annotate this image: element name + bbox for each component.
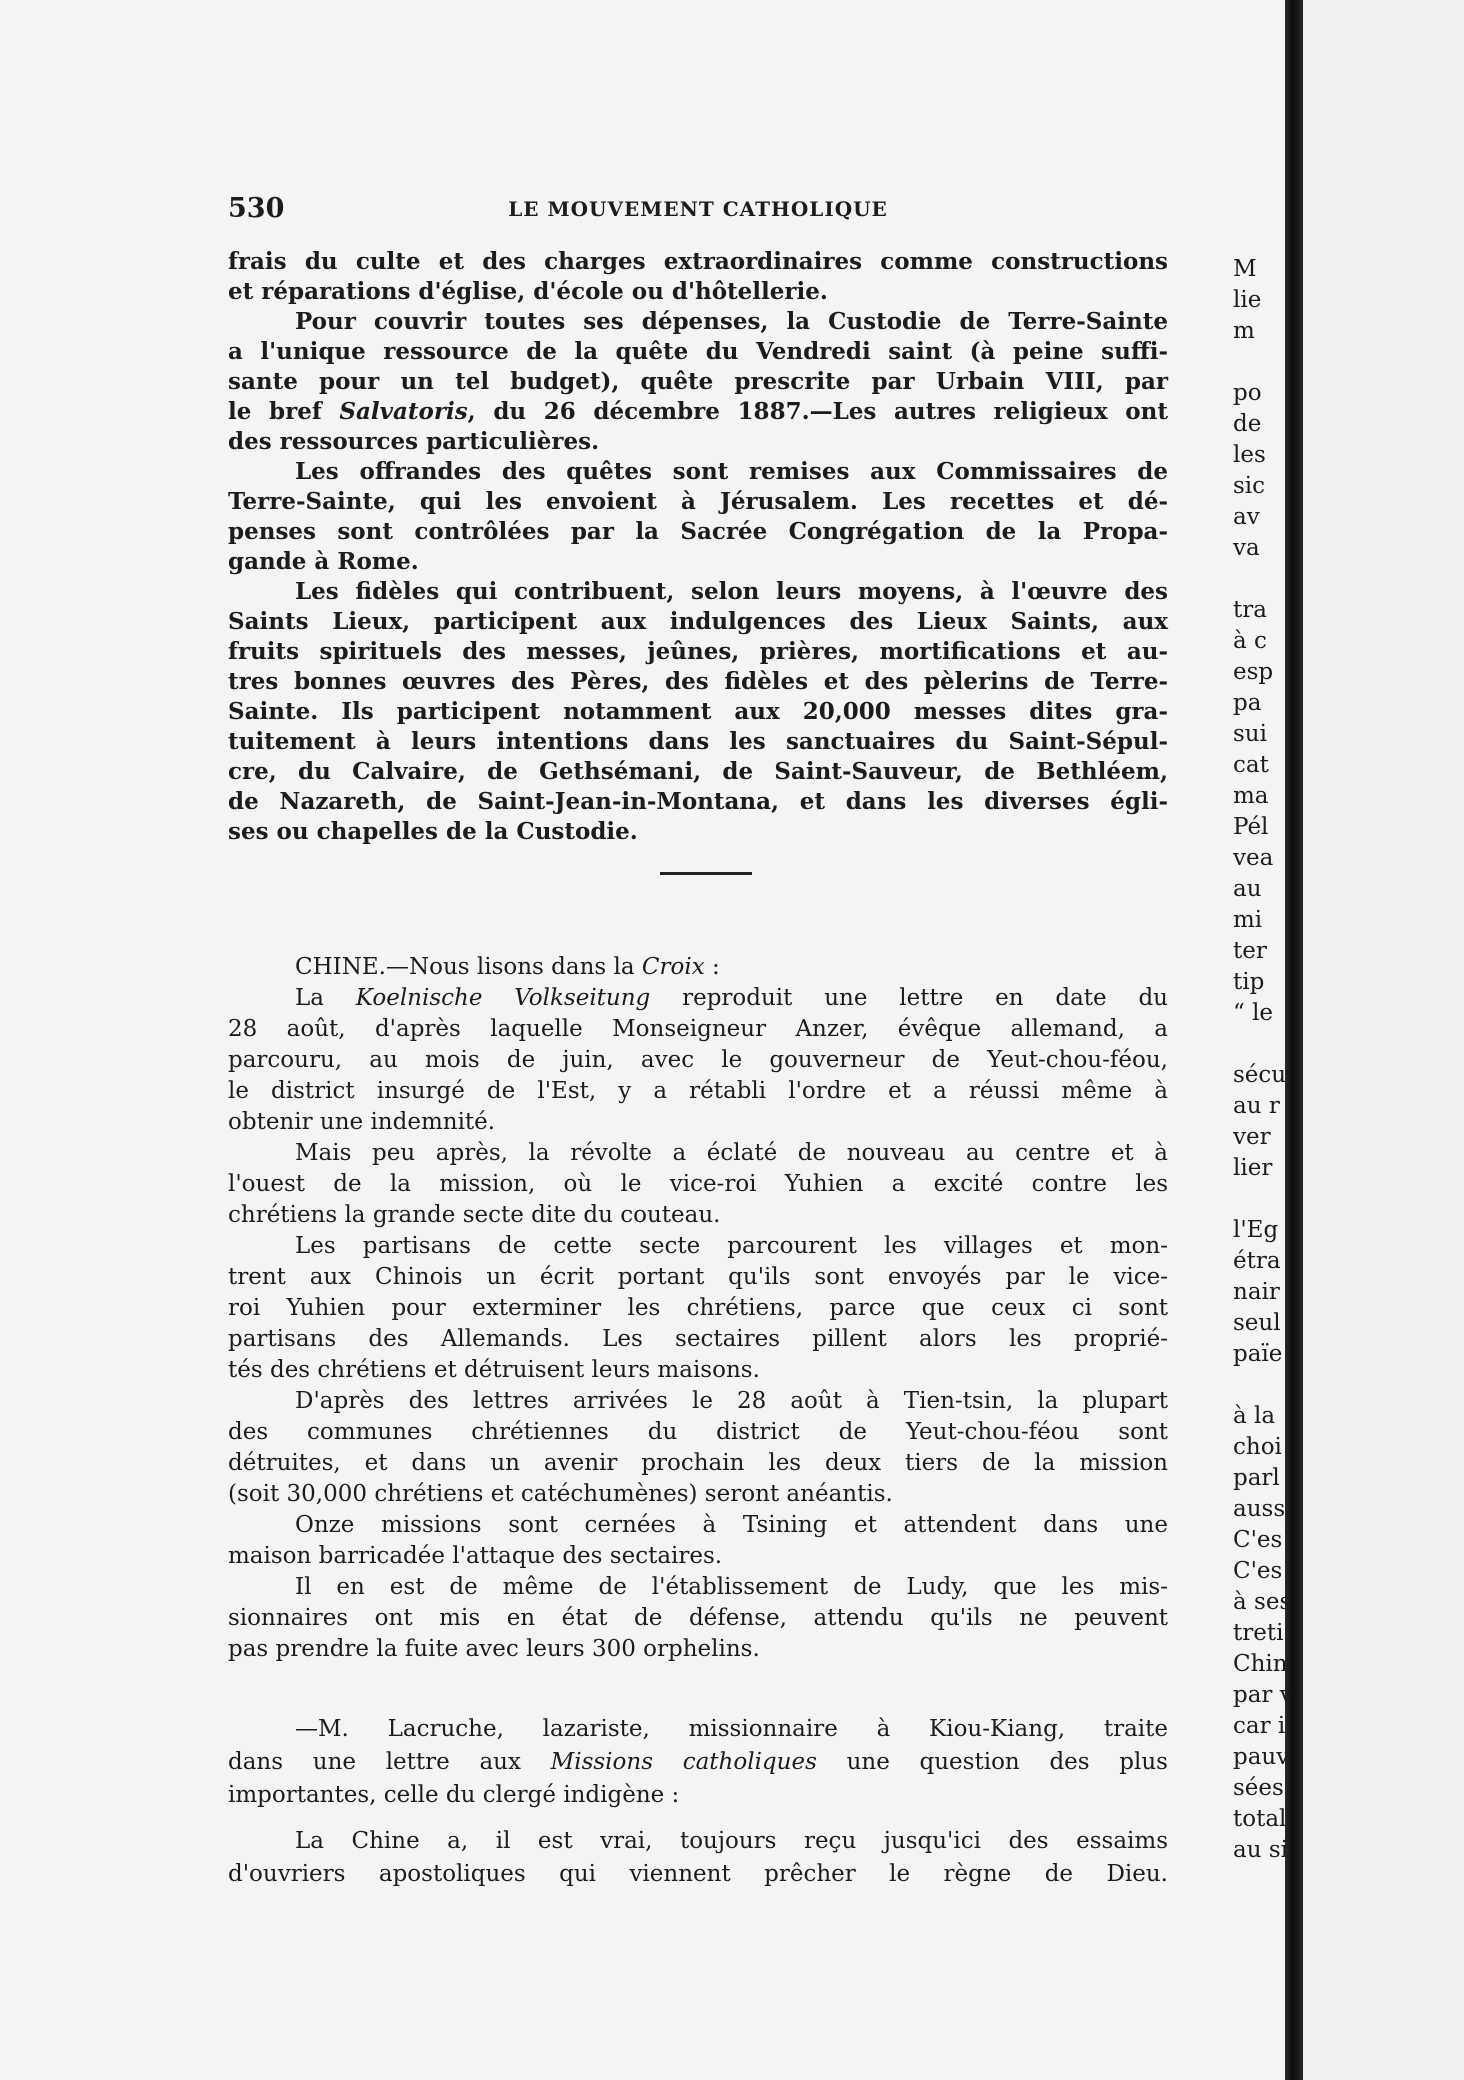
next-page-line: av <box>1233 504 1260 530</box>
text-line: D'après des lettres arrivées le 28 août à Tien-tsin, la plupart <box>295 1388 1168 1414</box>
text-line: a l'unique ressource de la quête du Vendredi saint (à peine suffi- <box>228 338 1168 365</box>
next-page-line: tra <box>1233 597 1267 623</box>
text-line: fruits spirituels des messes, jeûnes, prières, mortifications et au- <box>228 638 1168 665</box>
next-page-line: po <box>1233 380 1262 406</box>
next-page-line: “ le <box>1233 1000 1274 1026</box>
text-line: tuitement à leurs intentions dans les sanctuaires du Saint-Sépul- <box>228 728 1168 755</box>
text-line: roi Yuhien pour exterminer les chrétiens, parce que ceux ci sont <box>228 1295 1168 1321</box>
text-line: gande à Rome. <box>228 548 419 575</box>
text-line: Sainte. Ils participent notamment aux 20,000 messes dites gra- <box>228 698 1168 725</box>
next-page-line: ver <box>1233 1124 1271 1150</box>
next-page-line: ma <box>1233 783 1269 809</box>
text-line: Onze missions sont cernées à Tsining et attendent dans une <box>295 1512 1168 1538</box>
text-line: le district insurgé de l'Est, y a rétabli l'ordre et a réussi même à <box>228 1078 1168 1104</box>
text-line: Mais peu après, la révolte a éclaté de nouveau au centre et à <box>295 1140 1168 1166</box>
running-title: LE MOUVEMENT CATHOLIQUE <box>508 197 888 221</box>
text-line: Pour couvrir toutes ses dépenses, la Custodie de Terre-Sainte <box>295 308 1168 335</box>
next-page-line: les <box>1233 442 1266 468</box>
next-page-line: m <box>1233 318 1255 344</box>
text-line: ses ou chapelles de la Custodie. <box>228 818 638 845</box>
next-page-edge <box>1233 0 1464 2080</box>
next-page-line: nair <box>1233 1279 1280 1305</box>
text-line: maison barricadée l'attaque des sectaires. <box>228 1543 723 1569</box>
text-line: et réparations d'église, d'école ou d'hôtellerie. <box>228 278 828 305</box>
text-line: trent aux Chinois un écrit portant qu'ils sont envoyés par le vice- <box>228 1264 1168 1290</box>
text-line: obtenir une indemnité. <box>228 1109 496 1135</box>
next-page-line: pa <box>1233 690 1262 716</box>
next-page-line: sic <box>1233 473 1266 499</box>
text-line: détruites, et dans un avenir prochain les deux tiers de la mission <box>228 1450 1168 1476</box>
text-line: des ressources particulières. <box>228 428 600 455</box>
next-page-line: au <box>1233 876 1262 902</box>
next-page-line: Chin <box>1233 1651 1288 1677</box>
section-heading-line: CHINE.—Nous lisons dans la Croix : <box>295 954 720 980</box>
next-page-line: par v <box>1233 1682 1293 1708</box>
page-header <box>228 193 1168 223</box>
next-page-line: étra <box>1233 1248 1281 1274</box>
next-page-line: M <box>1233 256 1257 282</box>
text-line: partisans des Allemands. Les sectaires pillent alors les proprié- <box>228 1326 1168 1352</box>
next-page-line: lie <box>1233 287 1262 313</box>
next-page-line: va <box>1233 535 1260 561</box>
next-page-line: parl <box>1233 1465 1280 1491</box>
section-divider-rule <box>660 872 752 875</box>
text-line: Il en est de même de l'établissement de Ludy, que les mis- <box>295 1574 1168 1600</box>
next-page-line: C'es <box>1233 1527 1283 1553</box>
next-page-line: l'Eg <box>1233 1217 1279 1243</box>
next-page-line: à c <box>1233 628 1267 654</box>
next-page-line: Pél <box>1233 814 1269 840</box>
next-page-line: auss <box>1233 1496 1286 1522</box>
next-page-line: sui <box>1233 721 1267 747</box>
next-page-line: pauv <box>1233 1744 1290 1770</box>
text-line: La Chine a, il est vrai, toujours reçu jusqu'ici des essaims <box>295 1828 1168 1854</box>
next-page-line: mi <box>1233 907 1263 933</box>
text-line: sante pour un tel budget), quête prescrite par Urbain VIII, par <box>228 368 1168 395</box>
text-line: cre, du Calvaire, de Gethsémani, de Saint-Sauveur, de Bethléem, <box>228 758 1168 785</box>
text-line: penses sont contrôlées par la Sacrée Congrégation de la Propa- <box>228 518 1168 545</box>
text-line: —M. Lacruche, lazariste, missionnaire à Kiou-Kiang, traite <box>295 1716 1168 1742</box>
next-page-line: au r <box>1233 1093 1280 1119</box>
next-page-line: car i <box>1233 1713 1286 1739</box>
next-page-line: païe <box>1233 1341 1283 1367</box>
next-page-line: seul <box>1233 1310 1281 1336</box>
next-page-line: vea <box>1233 845 1274 871</box>
text-line: importantes, celle du clergé indigène : <box>228 1782 680 1808</box>
text-line: 28 août, d'après laquelle Monseigneur Anzer, évêque allemand, a <box>228 1016 1168 1042</box>
next-page-line: lier <box>1233 1155 1273 1181</box>
text-line: l'ouest de la mission, où le vice-roi Yuhien a excité contre les <box>228 1171 1168 1197</box>
next-page-line: ter <box>1233 938 1267 964</box>
text-line: tres bonnes œuvres des Pères, des fidèles et des pèlerins de Terre- <box>228 668 1168 695</box>
text-line: frais du culte et des charges extraordinaires comme constructions <box>228 248 1168 275</box>
text-line: pas prendre la fuite avec leurs 300 orphelins. <box>228 1636 760 1662</box>
text-line: Les offrandes des quêtes sont remises aux Commissaires de <box>295 458 1168 485</box>
next-page-line: total <box>1233 1806 1287 1832</box>
text-line: des communes chrétiennes du district de Yeut-chou-féou sont <box>228 1419 1168 1445</box>
next-page-line: esp <box>1233 659 1274 685</box>
page-number: 530 <box>228 193 285 224</box>
next-page-line: sécu <box>1233 1062 1287 1088</box>
text-line: tés des chrétiens et détruisent leurs maisons. <box>228 1357 760 1383</box>
text-line: (soit 30,000 chrétiens et catéchumènes) seront anéantis. <box>228 1481 893 1507</box>
next-page-line: C'es <box>1233 1558 1283 1584</box>
next-page-line: au si <box>1233 1837 1288 1863</box>
next-page-line: choi <box>1233 1434 1282 1460</box>
text-line: parcouru, au mois de juin, avec le gouverneur de Yeut-chou-féou, <box>228 1047 1168 1073</box>
next-page-line: cat <box>1233 752 1269 778</box>
next-page-line: à la <box>1233 1403 1276 1429</box>
text-line: Les fidèles qui contribuent, selon leurs moyens, à l'œuvre des <box>295 578 1168 605</box>
next-page-line: tip <box>1233 969 1265 995</box>
text-line: le bref Salvatoris, du 26 décembre 1887.—Les autres religieux ont <box>228 398 1168 425</box>
text-line: Les partisans de cette secte parcourent les villages et mon- <box>295 1233 1168 1259</box>
next-page-line: de <box>1233 411 1262 437</box>
text-line: sionnaires ont mis en état de défense, attendu qu'ils ne peuvent <box>228 1605 1168 1631</box>
next-page-line: à ses <box>1233 1589 1292 1615</box>
text-line: Terre-Sainte, qui les envoient à Jérusalem. Les recettes et dé- <box>228 488 1168 515</box>
text-line: chrétiens la grande secte dite du couteau. <box>228 1202 721 1228</box>
text-line: dans une lettre aux Missions catholiques une question des plus <box>228 1749 1168 1775</box>
text-line: de Nazareth, de Saint-Jean-in-Montana, et dans les diverses égli- <box>228 788 1168 815</box>
next-page-line: sées <box>1233 1775 1284 1801</box>
text-line: Saints Lieux, participent aux indulgences des Lieux Saints, aux <box>228 608 1168 635</box>
text-line: d'ouvriers apostoliques qui viennent prêcher le règne de Dieu. <box>228 1861 1168 1887</box>
next-page-line: treti <box>1233 1620 1284 1646</box>
text-line: La Koelnische Volkseitung reproduit une lettre en date du <box>295 985 1168 1011</box>
